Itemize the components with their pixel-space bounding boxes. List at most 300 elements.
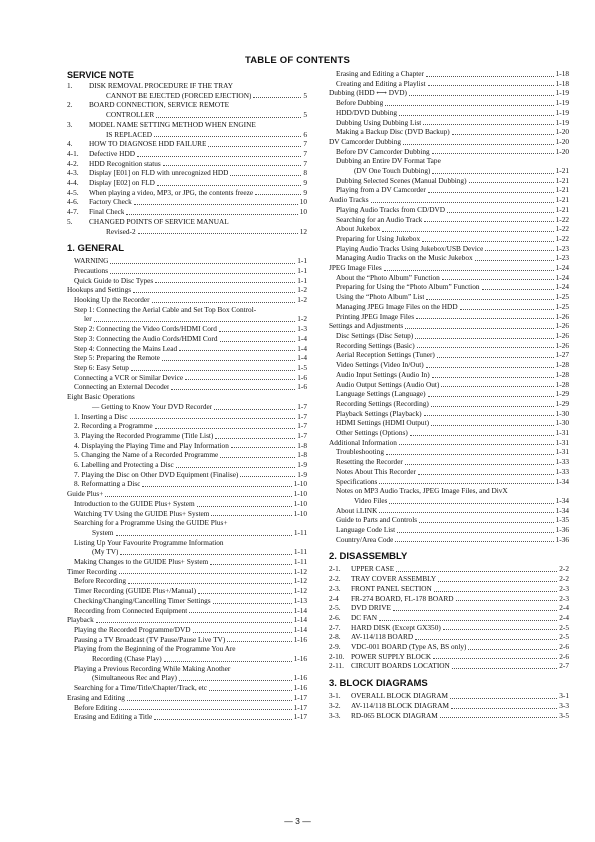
toc-entry-page: 1-11 <box>293 557 307 567</box>
toc-entry[interactable] <box>329 447 569 457</box>
toc-entry[interactable] <box>329 535 569 545</box>
dot-leader <box>405 328 553 329</box>
toc-entry[interactable] <box>329 321 569 331</box>
toc-entry[interactable] <box>329 564 569 574</box>
toc-entry-page: 3-1 <box>559 691 569 701</box>
toc-entry[interactable] <box>67 392 307 402</box>
toc-entry-number: 4-4. <box>67 178 79 188</box>
dot-leader <box>419 522 554 523</box>
toc-entry[interactable] <box>67 81 307 91</box>
toc-entry[interactable] <box>67 314 307 324</box>
toc-entry[interactable] <box>67 178 307 188</box>
toc-entry[interactable] <box>329 496 569 506</box>
dot-leader <box>105 496 291 497</box>
toc-entry[interactable] <box>67 693 307 703</box>
toc-entry-title: DC FAN <box>351 612 378 622</box>
toc-entry[interactable] <box>67 683 307 693</box>
toc-entry[interactable] <box>329 477 569 487</box>
toc-entry[interactable] <box>329 244 569 254</box>
dot-leader <box>475 260 554 261</box>
toc-entry-title: When playing a video, MP3, or JPG, the contents freeze <box>89 187 254 197</box>
toc-entry-title: Dubbing Using Dubbing List <box>336 117 422 127</box>
toc-entry-page: 1-19 <box>555 107 569 117</box>
toc-entry-page: 1-10 <box>293 508 307 518</box>
dot-leader <box>485 250 553 251</box>
toc-entry[interactable] <box>329 341 569 351</box>
section-heading: 3. BLOCK DIAGRAMS <box>329 678 428 690</box>
toc-entry-page: 1-8 <box>297 440 307 450</box>
toc-entry[interactable] <box>67 606 307 616</box>
toc-entry[interactable] <box>329 282 569 292</box>
toc-entry[interactable] <box>329 370 569 380</box>
toc-entry-title: HARD DISK (Except GX350) <box>351 622 441 632</box>
dot-leader <box>213 603 292 604</box>
toc-entry[interactable] <box>329 98 569 108</box>
toc-entry[interactable] <box>329 584 569 594</box>
toc-entry[interactable] <box>329 701 569 711</box>
toc-entry-number: 2-3. <box>329 583 341 593</box>
toc-entry-title: Managing JPEG Image Files on the HDD <box>336 301 458 311</box>
toc-entry-page: 1-21 <box>555 185 569 195</box>
toc-entry-page: 1-4 <box>297 343 307 353</box>
toc-entry[interactable] <box>67 596 307 606</box>
toc-entry-number: 2-11. <box>329 661 344 671</box>
toc-entry[interactable] <box>67 547 307 557</box>
toc-entry-page: 5 <box>303 90 307 100</box>
toc-entry-title: DVD DRIVE <box>351 603 391 613</box>
toc-entry-page: 1-6 <box>297 382 307 392</box>
toc-entry-page: 1-12 <box>293 586 307 596</box>
toc-entry-title: Final Check <box>89 207 125 217</box>
toc-entry-title: Recording Settings (Basic) <box>336 340 415 350</box>
toc-entry[interactable] <box>329 215 569 225</box>
toc-entry-page: 1-18 <box>555 69 569 78</box>
toc-entry-page: 1-26 <box>555 330 569 340</box>
toc-entry[interactable] <box>67 120 307 130</box>
toc-entry[interactable] <box>329 302 569 312</box>
toc-entry[interactable] <box>67 441 307 451</box>
toc-entry-title: Playing Audio Tracks Using Jukebox/USB Device <box>336 243 484 253</box>
toc-entry-title: CHANGED POINTS OF SERVICE MANUAL <box>89 216 229 226</box>
toc-entry-page: 1-1 <box>297 256 307 266</box>
toc-entry[interactable] <box>329 613 569 623</box>
toc-entry-title: Step 1: Connecting the Aerial Cable and Set Top Box Control- <box>74 304 257 314</box>
toc-entry[interactable] <box>329 166 569 176</box>
toc-entry-number: 2. <box>67 100 73 110</box>
toc-entry[interactable] <box>329 389 569 399</box>
toc-entry-page: 1-17 <box>293 692 307 702</box>
toc-entry-title: TRAY COVER ASSEMBLY <box>351 574 437 584</box>
toc-entry-title: Other Settings (Options) <box>336 428 408 438</box>
toc-entry-title: Notes About This Recorder <box>336 466 416 476</box>
toc-entry-page: 1-19 <box>555 88 569 98</box>
toc-entry[interactable] <box>67 615 307 625</box>
toc-entry-page: 7 <box>303 158 307 168</box>
toc-entry[interactable] <box>67 518 307 528</box>
dot-leader <box>155 428 296 429</box>
toc-entry-title: FR-274 BOARD, FL-178 BOARD <box>351 593 454 603</box>
toc-entry-title: Playback <box>67 615 94 625</box>
toc-entry-title: HDD Recognition status <box>89 158 161 168</box>
toc-entry-title: Playing Audio Tracks from CD/DVD <box>336 204 446 214</box>
toc-entry[interactable] <box>67 373 307 383</box>
dot-leader <box>431 425 554 426</box>
toc-entry-page: 1-31 <box>555 428 569 438</box>
toc-entry-title: Additional Information <box>329 437 397 447</box>
dot-leader <box>230 175 301 176</box>
toc-entry[interactable] <box>329 176 569 186</box>
dot-leader <box>198 593 292 594</box>
toc-entry[interactable] <box>67 305 307 315</box>
toc-entry[interactable] <box>329 185 569 195</box>
toc-entry-number: 4-7. <box>67 207 79 217</box>
dot-leader <box>382 231 553 232</box>
toc-entry[interactable] <box>67 509 307 519</box>
toc-entry[interactable] <box>67 635 307 645</box>
toc-entry[interactable] <box>67 256 307 266</box>
dot-leader <box>396 571 557 572</box>
toc-entry-page: 1-21 <box>555 204 569 214</box>
toc-entry-title: Erasing and Editing a Chapter <box>336 69 424 78</box>
dot-leader <box>393 610 557 611</box>
toc-entry[interactable] <box>329 574 569 584</box>
toc-entry-title: Introduction to the GUIDE Plus+ System <box>74 498 195 508</box>
dot-leader <box>418 474 554 475</box>
toc-entry-title: HDD/DVD Dubbing <box>336 107 398 117</box>
dot-leader <box>126 214 297 215</box>
toc-entry[interactable] <box>67 479 307 489</box>
toc-entry[interactable] <box>329 205 569 215</box>
toc-entry-title: Recording (Chase Play) <box>92 654 162 664</box>
toc-entry-title: 6. Labelling and Protecting a Disc <box>74 460 174 470</box>
toc-entry-title: Language Code List <box>336 525 396 535</box>
toc-entry-title: Creating and Editing a Playlist <box>336 78 426 88</box>
toc-entry[interactable] <box>329 79 569 89</box>
toc-entry-number: 2-10. <box>329 651 345 661</box>
dot-leader <box>460 309 554 310</box>
toc-entry[interactable] <box>67 168 307 178</box>
toc-entry-title: Eight Basic Operations <box>67 392 135 402</box>
toc-entry-page: 1-12 <box>293 576 307 586</box>
toc-entry[interactable] <box>329 263 569 273</box>
toc-entry-page: 1-24 <box>555 282 569 292</box>
toc-entry[interactable] <box>329 418 569 428</box>
dot-leader <box>450 698 557 699</box>
toc-entry[interactable] <box>67 538 307 548</box>
toc-entry[interactable] <box>67 159 307 169</box>
dot-leader <box>116 535 292 536</box>
toc-entry[interactable] <box>329 515 569 525</box>
toc-entry[interactable] <box>329 253 569 263</box>
toc-entry[interactable] <box>67 91 307 101</box>
toc-entry-title: Using the “Photo Album” List <box>336 292 425 302</box>
toc-entry[interactable] <box>67 334 307 344</box>
toc-entry-title: Before Editing <box>74 702 118 712</box>
dot-leader <box>214 409 295 410</box>
toc-entry[interactable] <box>329 691 569 701</box>
toc-entry[interactable] <box>67 586 307 596</box>
toc-entry-title: (Simultaneous Rec and Play) <box>92 673 177 683</box>
toc-left-column <box>67 69 307 722</box>
toc-entry-page: 1-33 <box>555 466 569 476</box>
toc-entry-title: 5. Changing the Name of a Recorded Programme <box>74 450 219 460</box>
dot-leader <box>154 719 291 720</box>
toc-entry-number: 2-1. <box>329 564 341 574</box>
toc-entry[interactable] <box>67 644 307 654</box>
dot-leader <box>423 124 553 125</box>
toc-entry[interactable] <box>329 108 569 118</box>
dot-leader <box>156 117 301 118</box>
toc-entry[interactable] <box>329 506 569 516</box>
toc-entry-title: Timer Recording <box>67 566 117 576</box>
toc-entry-title: Language Settings (Language) <box>336 389 426 399</box>
toc-entry-title: Step 2: Connecting the Video Cords/HDMI Cord <box>74 324 217 334</box>
toc-entry-page: 3-3 <box>559 700 569 710</box>
toc-entry-title: Video Files <box>354 495 388 505</box>
toc-entry-page: 1-22 <box>555 224 569 234</box>
toc-entry[interactable] <box>329 147 569 157</box>
dot-leader <box>130 418 296 419</box>
toc-entry-page: 2-5 <box>559 622 569 632</box>
toc-entry-title: Audio Output Settings (Audio Out) <box>336 379 440 389</box>
toc-entry[interactable] <box>67 557 307 567</box>
toc-entry-title: 2. Recording a Programme <box>74 421 153 431</box>
toc-entry[interactable] <box>67 227 307 237</box>
toc-entry-title: Dubbing an Entire DV Format Tape <box>336 156 441 166</box>
toc-entry[interactable] <box>329 224 569 234</box>
dot-leader <box>138 233 298 234</box>
dot-leader <box>219 331 295 332</box>
toc-entry[interactable] <box>329 127 569 137</box>
toc-entry[interactable] <box>329 137 569 147</box>
toc-entry[interactable] <box>67 412 307 422</box>
toc-entry[interactable] <box>329 642 569 652</box>
toc-entry-number: 3. <box>67 119 73 129</box>
toc-entry[interactable] <box>329 156 569 166</box>
toc-entry-title: Step 5: Preparing the Remote <box>74 353 160 363</box>
toc-entry[interactable] <box>67 276 307 286</box>
dot-leader <box>424 415 554 416</box>
toc-entry-title: Resetting the Recorder <box>336 457 403 467</box>
dot-leader <box>434 591 557 592</box>
toc-entry-page: 1-1 <box>297 275 307 285</box>
toc-entry[interactable] <box>329 350 569 360</box>
toc-entry[interactable] <box>67 149 307 159</box>
toc-entry-title: Making a Backup Disc (DVD Backup) <box>336 127 450 137</box>
toc-entry[interactable] <box>67 353 307 363</box>
toc-entry[interactable] <box>329 594 569 604</box>
toc-entry[interactable] <box>329 360 569 370</box>
toc-entry[interactable] <box>67 139 307 149</box>
toc-entry[interactable] <box>329 195 569 205</box>
toc-entry[interactable] <box>67 402 307 412</box>
toc-entry[interactable] <box>67 664 307 674</box>
toc-entry[interactable] <box>67 344 307 354</box>
toc-entry[interactable] <box>67 197 307 207</box>
toc-entry-page: 1-21 <box>555 166 569 176</box>
dot-leader <box>253 97 301 98</box>
toc-entry-page: 1-4 <box>297 333 307 343</box>
toc-entry-page: 1-11 <box>293 547 307 557</box>
toc-entry[interactable] <box>67 382 307 392</box>
dot-leader <box>164 661 292 662</box>
toc-entry-number: 2-9. <box>329 642 341 652</box>
toc-entry-page: 12 <box>299 226 307 236</box>
toc-entry[interactable] <box>329 623 569 633</box>
toc-entry[interactable] <box>67 421 307 431</box>
toc-entry[interactable] <box>329 331 569 341</box>
toc-entry-title: Searching for a Time/Title/Chapter/Track, etc <box>74 683 208 693</box>
toc-entry-number: 4-1. <box>67 148 79 158</box>
toc-entry[interactable] <box>67 703 307 713</box>
toc-entry[interactable] <box>67 207 307 217</box>
toc-entry[interactable] <box>329 525 569 535</box>
toc-entry-title: Disc Settings (Disc Setup) <box>336 330 414 340</box>
toc-entry-title: 4. Displaying the Playing Time and Play Information <box>74 440 229 450</box>
dot-leader <box>119 709 291 710</box>
toc-entry-title: CANNOT BE EJECTED (FORCED EJECTION) <box>106 90 252 100</box>
toc-entry[interactable] <box>329 467 569 477</box>
toc-entry-title: Before DV Camcorder Dubbing <box>336 146 430 156</box>
toc-entry[interactable] <box>67 625 307 635</box>
toc-entry-page: 1-10 <box>293 498 307 508</box>
toc-entry-page: 1-22 <box>555 214 569 224</box>
toc-entry[interactable] <box>329 711 569 721</box>
toc-entry-number: 2-6. <box>329 612 341 622</box>
toc-entry-title: OVERALL BLOCK DIAGRAM <box>351 691 449 701</box>
toc-entry-page: 1-28 <box>555 379 569 389</box>
toc-entry-page: 1-10 <box>293 479 307 489</box>
toc-entry-number: 3-2. <box>329 700 341 710</box>
toc-entry-title: Guide to Parts and Controls <box>336 515 418 525</box>
toc-entry[interactable] <box>67 266 307 276</box>
toc-entry[interactable] <box>67 324 307 334</box>
toc-entry[interactable] <box>67 576 307 586</box>
toc-entry-title: Aerial Reception Settings (Tuner) <box>336 350 435 360</box>
toc-entry[interactable] <box>329 399 569 409</box>
toc-entry-title: RD-065 BLOCK DIAGRAM <box>351 710 438 720</box>
dot-leader <box>432 173 553 174</box>
dot-leader <box>96 622 292 623</box>
toc-entry-page: 1-13 <box>293 595 307 605</box>
toc-entry[interactable] <box>329 428 569 438</box>
toc-entry-title: Checking/Changing/Cancelling Timer Settings <box>74 595 211 605</box>
toc-entry-title: Recording Settings (Recording) <box>336 398 429 408</box>
toc-entry[interactable] <box>67 100 307 110</box>
toc-entry[interactable] <box>67 673 307 683</box>
toc-entry[interactable] <box>329 234 569 244</box>
toc-entry[interactable] <box>67 499 307 509</box>
toc-entry-title: Playing from the Beginning of the Programme You Are <box>74 644 236 654</box>
dot-leader <box>451 708 557 709</box>
toc-entry[interactable] <box>329 661 569 671</box>
toc-entry-number: 3-1. <box>329 691 341 701</box>
dot-leader <box>442 279 554 280</box>
toc-entry[interactable] <box>329 486 569 496</box>
dot-leader <box>416 318 554 319</box>
toc-entry-title: Country/Area Code <box>336 534 394 544</box>
toc-entry[interactable] <box>329 292 569 302</box>
dot-leader <box>189 612 291 613</box>
toc-entry[interactable] <box>67 654 307 664</box>
section-heading: 2. DISASSEMBLY <box>329 551 408 563</box>
dot-leader <box>179 350 295 351</box>
toc-entry[interactable] <box>67 450 307 460</box>
toc-entry-page: 2-5 <box>559 632 569 642</box>
dot-leader <box>424 221 553 222</box>
toc-entry-page: 1-21 <box>555 195 569 205</box>
toc-entry-number: 4. <box>67 139 73 149</box>
toc-entry[interactable] <box>329 273 569 283</box>
toc-entry[interactable] <box>67 110 307 120</box>
toc-entry[interactable] <box>67 460 307 470</box>
toc-entry-page: 1-17 <box>293 702 307 712</box>
toc-entry[interactable] <box>329 312 569 322</box>
toc-entry-title: WARNING <box>74 256 109 266</box>
toc-entry[interactable] <box>329 438 569 448</box>
toc-entry[interactable] <box>329 652 569 662</box>
toc-entry[interactable] <box>329 603 569 613</box>
toc-entry[interactable] <box>329 88 569 98</box>
toc-entry[interactable] <box>329 380 569 390</box>
toc-entry-page: 1-14 <box>293 615 307 625</box>
toc-entry-page: 2-4 <box>559 603 569 613</box>
dot-leader <box>211 515 291 516</box>
dot-leader <box>152 302 296 303</box>
toc-entry[interactable] <box>329 409 569 419</box>
toc-entry[interactable] <box>67 285 307 295</box>
toc-entry[interactable] <box>67 712 307 722</box>
toc-entry-title: 3. Playing the Recorded Programme (Title List) <box>74 430 214 440</box>
toc-entry-page: 1-24 <box>555 272 569 282</box>
toc-entry-number: 2-7. <box>329 622 341 632</box>
toc-entry[interactable] <box>67 528 307 538</box>
toc-entry[interactable] <box>67 363 307 373</box>
toc-entry-title: Display [E01] on FLD with unrecognized HDD <box>89 168 229 178</box>
toc-entry-page: 1-31 <box>555 437 569 447</box>
toc-entry[interactable] <box>329 457 569 467</box>
toc-entry[interactable] <box>67 567 307 577</box>
toc-entry-page: 1-26 <box>555 340 569 350</box>
toc-entry-page: 1-30 <box>555 408 569 418</box>
toc-entry[interactable] <box>329 69 569 79</box>
toc-entry-number: 5. <box>67 216 73 226</box>
toc-entry[interactable] <box>67 130 307 140</box>
dot-leader <box>403 144 554 145</box>
dot-leader <box>193 632 292 633</box>
dot-leader <box>384 270 554 271</box>
toc-entry-page: 1-26 <box>555 311 569 321</box>
toc-entry[interactable] <box>67 295 307 305</box>
toc-entry[interactable] <box>67 489 307 499</box>
dot-leader <box>410 435 554 436</box>
toc-entry-title: DISK REMOVAL PROCEDURE IF THE TRAY <box>89 81 233 90</box>
toc-entry[interactable] <box>329 118 569 128</box>
toc-entry-title: Playback Settings (Playback) <box>336 408 422 418</box>
toc-entry[interactable] <box>67 431 307 441</box>
toc-entry-title: HDMI Settings (HDMI Output) <box>336 418 430 428</box>
toc-entry-page: 1-20 <box>555 136 569 146</box>
toc-entry-page: 1-25 <box>555 301 569 311</box>
toc-entry[interactable] <box>329 632 569 642</box>
toc-entry[interactable] <box>67 470 307 480</box>
dot-leader <box>452 668 557 669</box>
toc-entry-title: Playing the Recorded Programme/DVD <box>74 624 191 634</box>
dot-leader <box>227 641 291 642</box>
toc-entry[interactable] <box>67 188 307 198</box>
toc-entry[interactable] <box>67 217 307 227</box>
toc-entry-title: Watching TV Using the GUIDE Plus+ System <box>74 508 210 518</box>
